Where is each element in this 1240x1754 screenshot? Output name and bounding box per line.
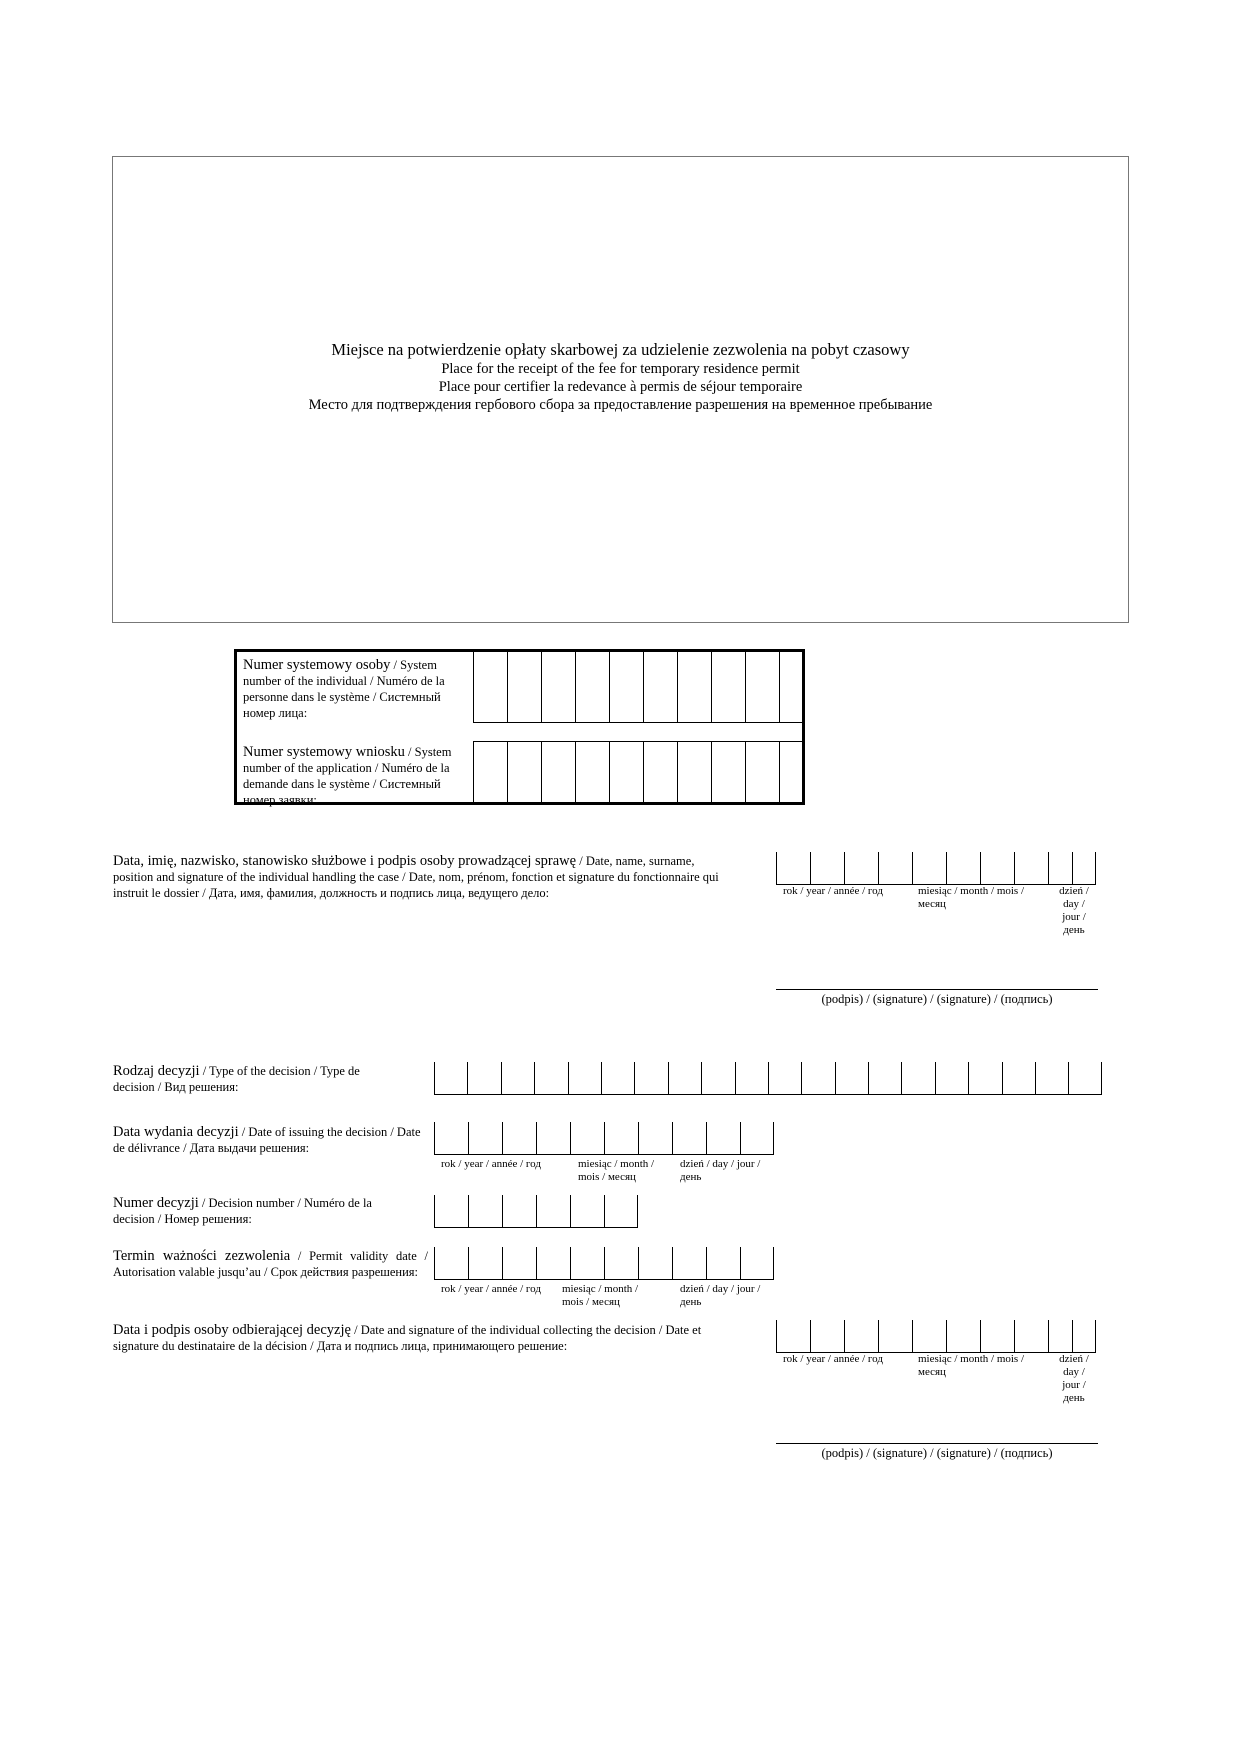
- decision-date-month-caption: miesiąc / month / mois / месяц: [578, 1158, 655, 1183]
- application-system-number-label: Numer systemowy wniosku / System number of the application / Numéro de la demande dans le système / Системный номер заявки:: [243, 744, 452, 807]
- fee-receipt-caption: [112, 340, 1129, 414]
- case-handler-label: Data, imię, nazwisko, stanowisko służbowe i podpis osoby prowadzącej sprawę / Date, name, surname, position and signature of the individual handling the case / Date, nom, prénom, fonction et signature du fonctionnaire qui instruit le dossier / Дата, имя, фамилия, должность и подпись лица, ведущего дело:: [113, 853, 719, 900]
- decision-type-label: Rodzaj decyzji / Type of the decision / Type de decision / Вид решения:: [113, 1063, 360, 1094]
- permit-validity-field[interactable]: [434, 1247, 774, 1280]
- permit-validity-month-caption: miesiąc / month / mois / месяц: [562, 1283, 639, 1308]
- collector-day-caption: dzień / day / jour / день: [1059, 1353, 1089, 1404]
- collector-year-caption: rok / year / année / год: [783, 1353, 883, 1365]
- collector-month-caption: miesiąc / month / mois / месяц: [918, 1353, 1025, 1378]
- case-handler-day-caption: dzień / day / jour / день: [1059, 885, 1089, 936]
- fee-caption-ru: Место для подтверждения гербового сбора за предоставление разрешения на временное пребывание: [308, 397, 933, 413]
- decision-date-field[interactable]: [434, 1122, 774, 1155]
- case-handler-date-field[interactable]: [776, 852, 1096, 885]
- case-handler-month-caption: miesiąc / month / mois / месяц: [918, 885, 1025, 910]
- case-handler-signature-line[interactable]: [776, 989, 1098, 990]
- system-numbers-table: [234, 649, 805, 805]
- decision-type-field[interactable]: [434, 1062, 1102, 1095]
- permit-validity-year-caption: rok / year / année / год: [441, 1283, 541, 1295]
- permit-validity-label: Termin ważności zezwolenia / Permit validity date / Autorisation valable jusqu’au / Срок действия разрешения:: [113, 1248, 428, 1279]
- collector-signature-line[interactable]: [776, 1443, 1098, 1444]
- collector-signature-caption: (podpis) / (signature) / (signature) / (подпись): [821, 1446, 1053, 1460]
- decision-date-year-caption: rok / year / année / год: [441, 1158, 541, 1170]
- collector-label: Data i podpis osoby odbierającej decyzję / Date and signature of the individual collecting the decision / Date et signature du destinataire de la décision / Дата и подпись лица, принимающего решение:: [113, 1322, 702, 1353]
- fee-caption-fr: Place pour certifier la redevance à permis de séjour temporaire: [438, 379, 803, 395]
- application-system-number-field[interactable]: [473, 741, 803, 803]
- permit-validity-day-caption: dzień / day / jour / день: [680, 1283, 761, 1308]
- decision-date-label: Data wydania decyzji / Date of issuing the decision / Date de délivrance / Дата выдачи решения:: [113, 1124, 421, 1155]
- collector-date-field[interactable]: [776, 1320, 1096, 1353]
- person-system-number-field[interactable]: [473, 652, 803, 723]
- fee-caption-en: Place for the receipt of the fee for temporary residence permit: [441, 361, 800, 377]
- case-handler-signature-caption: (podpis) / (signature) / (signature) / (подпись): [821, 992, 1053, 1006]
- person-system-number-label: Numer systemowy osoby / System number of the individual / Numéro de la personne dans le système / Системный номер лица:: [243, 657, 445, 720]
- decision-date-day-caption: dzień / day / jour / день: [680, 1158, 761, 1183]
- case-handler-year-caption: rok / year / année / год: [783, 885, 883, 897]
- decision-number-field[interactable]: [434, 1195, 638, 1228]
- fee-caption-pl: Miejsce na potwierdzenie opłaty skarbowej za udzielenie zezwolenia na pobyt czasowy: [331, 340, 910, 359]
- decision-number-label: Numer decyzji / Decision number / Numéro de la decision / Номер решения:: [113, 1195, 372, 1226]
